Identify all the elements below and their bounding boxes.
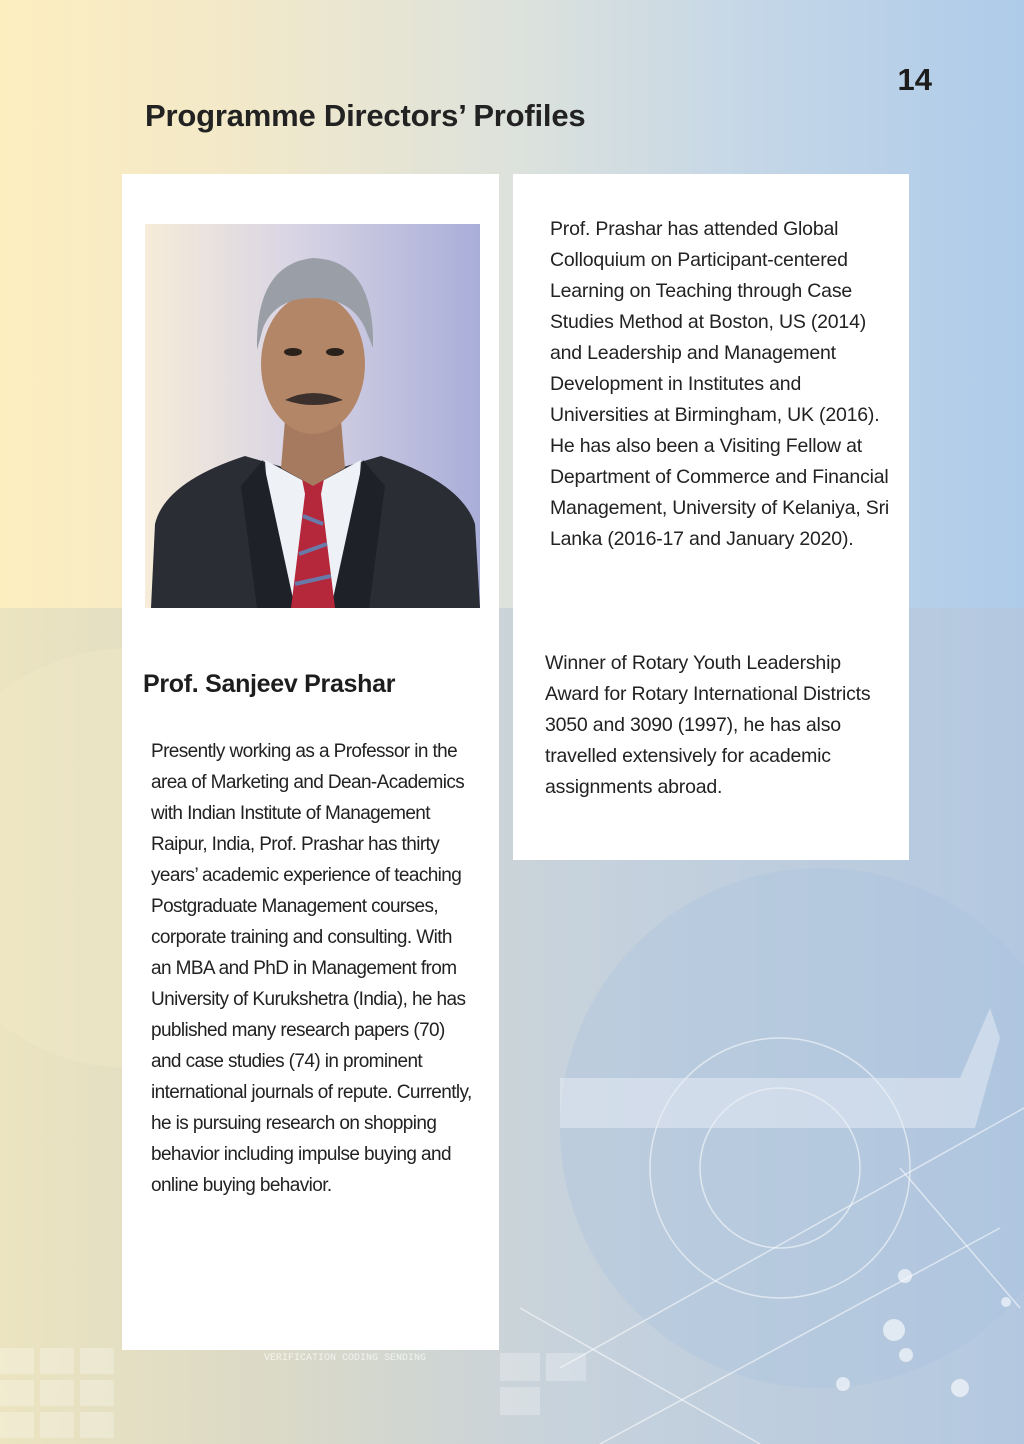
profile-bio-main: Presently working as a Professor in the area of Marketing and Dean-Academics with Indian Institute of Management Raipur, India, Prof. Prashar has thirty years’ academic experience of teaching Postgraduate Management courses, corporate training and consulting. With an MBA and PhD in Management from University of Kurukshetra (India), he has published many research papers (70) and case studies (74) in prominent international journals of repute. Currently, he is pursuing research on shopping behavior including impulse buying and online buying behavior.	[151, 741, 472, 1196]
profile-continued-card	[513, 174, 909, 860]
page-number: 14	[897, 62, 932, 97]
profile-card	[122, 174, 499, 1350]
profile-bio-continued: Prof. Prashar has attended Global Colloquium on Participant-centered Learning on Teaching through Case Studies Method at Boston, US (2014) and Leadership and Management Development in Institutes and Universities at Birmingham, UK (2016). He has also been a Visiting Fellow at Department of Commerce and Financial Management, University of Kelaniya, Sri Lanka (2016-17 and January 2020).	[550, 218, 890, 550]
profile-bio-awards: Winner of Rotary Youth Leadership Award for Rotary International Districts 3050 and 3090 (1997), he has also travelled extensively for academic assignments abroad.	[545, 652, 871, 798]
portrait-illustration	[145, 224, 480, 608]
background-overlay-text: VERIFICATION CODING SENDING	[264, 1353, 427, 1364]
profile-name: Prof. Sanjeev Prashar	[143, 670, 396, 698]
portrait-photo	[145, 224, 480, 608]
page-title: Programme Directors’ Profiles	[145, 98, 586, 133]
